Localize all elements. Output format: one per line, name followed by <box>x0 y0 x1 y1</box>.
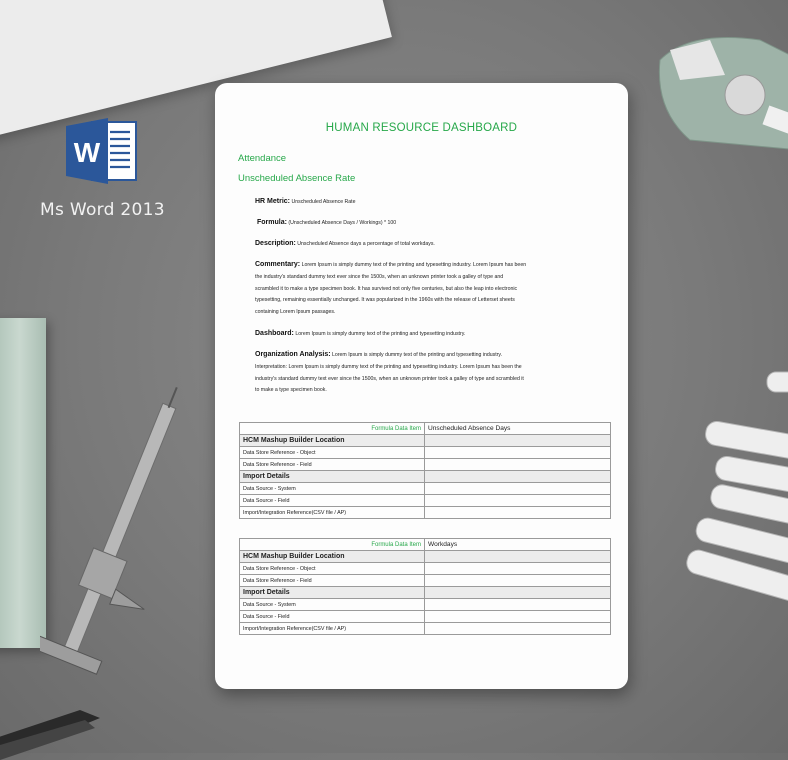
table-row <box>240 539 611 551</box>
table-cell: Data Source - Field <box>240 611 425 623</box>
formula-label: Formula: <box>257 219 287 226</box>
table-cell: Data Source - System <box>240 599 425 611</box>
hr-metric-label: HR Metric: <box>255 198 291 205</box>
table-cell: Import Details <box>240 587 425 599</box>
table-row <box>240 447 611 459</box>
subsection-heading: Unscheduled Absence Rate <box>238 173 356 184</box>
formula-data-item-label: Formula Data Item <box>240 423 425 435</box>
stapler <box>0 700 100 760</box>
table-row <box>240 623 611 635</box>
table-cell: Data Store Reference - Object <box>240 447 425 459</box>
table-cell: Data Source - Field <box>240 495 425 507</box>
organization-analysis-paragraph <box>255 349 595 397</box>
table-cell <box>425 563 611 575</box>
table-row <box>240 495 611 507</box>
table-cell <box>425 575 611 587</box>
table-cell <box>425 587 611 599</box>
description-label: Description: <box>255 240 296 247</box>
document-title: HUMAN RESOURCE DASHBOARD <box>325 122 518 134</box>
commentary-line: containing Lorem Ipsum passages. <box>255 309 336 316</box>
table-cell <box>425 483 611 495</box>
table-cell: Data Store Reference - Field <box>240 459 425 471</box>
dashboard-line <box>255 328 595 341</box>
section-heading-attendance: Attendance <box>238 153 287 164</box>
table-row <box>240 459 611 471</box>
table-cell: HCM Mashup Builder Location <box>240 435 425 447</box>
description-line <box>255 238 595 251</box>
caliper-tool <box>40 375 190 695</box>
svg-text:W: W <box>73 137 101 168</box>
dashboard-value: Lorem Ipsum is simply dummy text of the printing and typesetting industry. <box>295 331 466 337</box>
formula-data-item-value: Unscheduled Absence Days <box>425 423 611 435</box>
table-row <box>240 483 611 495</box>
commentary-line: the industry's standard dummy text ever since the 1500s, when an unknown printer took a galley of type and <box>255 273 504 280</box>
table-cell <box>425 471 611 483</box>
rolled-blueprints <box>675 370 788 620</box>
table-cell: HCM Mashup Builder Location <box>240 551 425 563</box>
table-cell: Data Source - System <box>240 483 425 495</box>
table-row <box>240 551 611 563</box>
table-cell <box>425 459 611 471</box>
table-row <box>240 575 611 587</box>
formula-line <box>257 217 597 230</box>
table-cell <box>425 551 611 563</box>
commentary-line: Lorem Ipsum is simply dummy text of the printing and typesetting industry. Lorem Ipsum has been <box>301 262 527 268</box>
table-cell <box>425 599 611 611</box>
formula-data-table-2 <box>239 538 611 635</box>
hr-dashboard-document <box>215 83 628 689</box>
table-row <box>240 563 611 575</box>
app-version-label: Ms Word 2013 <box>40 200 165 220</box>
table-row <box>240 587 611 599</box>
table-cell <box>425 623 611 635</box>
commentary-line: typesetting, remaining essentially unchanged. It was popularized in the 1960s with the release of Letterset sheets <box>255 297 515 304</box>
table-cell: Import/Integration Reference(CSV file / AP) <box>240 623 425 635</box>
table-cell <box>425 495 611 507</box>
table-row <box>240 611 611 623</box>
formula-data-item-label: Formula Data Item <box>240 539 425 551</box>
table-cell: Data Store Reference - Object <box>240 563 425 575</box>
description-value: Unscheduled Absence days a percentage of total workdays. <box>297 241 435 247</box>
commentary-paragraph <box>255 259 595 319</box>
dashboard-label: Dashboard: <box>255 330 294 337</box>
commentary-line: scrambled it to make a type specimen book. It has survived not only five centuries, but also the leap into electronic <box>255 285 518 292</box>
formula-value: (Unscheduled Absence Days / Workings) * 100 <box>288 220 397 226</box>
table-row <box>240 435 611 447</box>
table-row <box>240 507 611 519</box>
desk-organizer <box>650 20 788 160</box>
table-cell: Import Details <box>240 471 425 483</box>
formula-data-item-value: Workdays <box>425 539 611 551</box>
interpretation-line: Interpretation: Lorem Ipsum is simply dummy text of the printing and typesetting industry. Lorem Ipsum has been the <box>255 363 522 370</box>
table-cell <box>425 611 611 623</box>
interpretation-line: industry's standard dummy text ever since the 1500s, when an unknown printer took a galley of type and scrambled it <box>255 375 524 382</box>
hr-metric-line <box>255 196 595 209</box>
word-icon <box>66 118 138 184</box>
table-row <box>240 423 611 435</box>
organization-analysis-value: Lorem Ipsum is simply dummy text of the printing and typesetting industry. <box>332 352 503 358</box>
organization-analysis-label: Organization Analysis: <box>255 351 331 358</box>
hr-metric-value: Unscheduled Absence Rate <box>291 199 356 205</box>
table-cell: Data Store Reference - Field <box>240 575 425 587</box>
commentary-label: Commentary: <box>255 261 301 268</box>
table-cell: Import/Integration Reference(CSV file / AP) <box>240 507 425 519</box>
table-row <box>240 471 611 483</box>
table-cell <box>425 435 611 447</box>
table-cell <box>425 507 611 519</box>
formula-data-table-1 <box>239 422 611 519</box>
table-cell <box>425 447 611 459</box>
table-row <box>240 599 611 611</box>
interpretation-line: to make a type specimen book. <box>255 387 327 394</box>
